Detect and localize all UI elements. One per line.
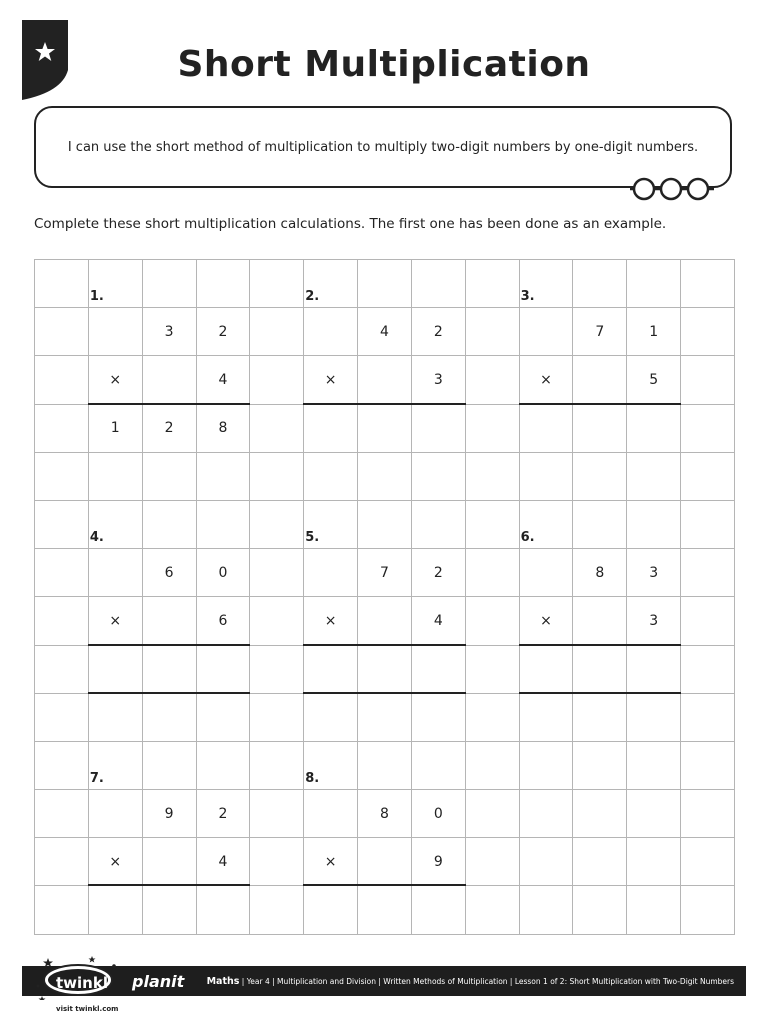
ones-digit: 2 [197, 790, 251, 838]
grid-cell [35, 646, 89, 694]
problem-label: 8. [304, 742, 358, 790]
grid-cell [466, 356, 520, 404]
grid-cell [89, 308, 143, 356]
page-title: Short Multiplication [177, 44, 591, 85]
planit-label: planit [132, 972, 185, 991]
grid-cell [197, 694, 251, 742]
answer-cell[interactable] [573, 405, 627, 453]
grid-cell [304, 453, 358, 501]
grid-cell [412, 742, 466, 790]
grid-cell [358, 694, 412, 742]
objective-box [34, 106, 732, 188]
tens-digit: 3 [143, 308, 197, 356]
grid-cell [627, 694, 681, 742]
blank-cell [358, 838, 412, 886]
grid-cell [681, 549, 735, 597]
grid-cell [627, 790, 681, 838]
answer-cell[interactable] [89, 646, 143, 694]
grid-cell [681, 838, 735, 886]
footer-subject: Maths [206, 976, 240, 987]
grid-cell [412, 694, 466, 742]
answer-cell[interactable] [143, 886, 197, 934]
grid-cell [466, 453, 520, 501]
grid-cell [89, 790, 143, 838]
grid-cell [466, 742, 520, 790]
footer-lesson-info: | Year 4 | Multiplication and Division | Written Methods of Multiplication | Lesson 1 of 2: Short Multiplication with Two-Digit Numbers [239, 977, 734, 986]
problem-label: 7. [89, 742, 143, 790]
grid-cell [89, 453, 143, 501]
grid-cell [304, 790, 358, 838]
ones-digit: 0 [412, 790, 466, 838]
tens-digit: 6 [143, 549, 197, 597]
grid-cell [681, 260, 735, 308]
answer-cell[interactable] [412, 646, 466, 694]
grid-cell [250, 694, 304, 742]
grid-cell [35, 597, 89, 645]
footer [22, 944, 746, 1016]
times-sign: × [89, 838, 143, 886]
brand-name: twinkl [56, 974, 108, 992]
answer-cell[interactable] [573, 646, 627, 694]
blank-cell [143, 838, 197, 886]
grid-cell [573, 453, 627, 501]
answer-cell[interactable] [520, 646, 574, 694]
multiplier-digit: 3 [627, 597, 681, 645]
grid-cell [89, 549, 143, 597]
grid-cell [250, 260, 304, 308]
grid-cell [681, 405, 735, 453]
grid-cell [466, 405, 520, 453]
footer-details [207, 976, 734, 987]
grid-cell [250, 453, 304, 501]
tens-digit: 7 [358, 549, 412, 597]
problem-label: 2. [304, 260, 358, 308]
answer-cell[interactable]: 1 [89, 405, 143, 453]
grid-cell [520, 549, 574, 597]
times-sign: × [304, 838, 358, 886]
answer-cell[interactable] [304, 886, 358, 934]
grid-cell [573, 260, 627, 308]
multiplier-digit: 3 [412, 356, 466, 404]
multiplier-digit: 4 [197, 356, 251, 404]
multiplier-digit: 6 [197, 597, 251, 645]
tens-digit: 8 [358, 790, 412, 838]
ones-digit: 0 [197, 549, 251, 597]
grid-cell [681, 308, 735, 356]
grid-cell [466, 260, 520, 308]
answer-cell[interactable] [412, 886, 466, 934]
blank-cell [143, 597, 197, 645]
multiplier-digit: 4 [197, 838, 251, 886]
grid-cell [627, 838, 681, 886]
grid-cell [412, 453, 466, 501]
grid-cell [143, 260, 197, 308]
grid-cell [250, 501, 304, 549]
grid-cell [573, 742, 627, 790]
answer-cell[interactable] [627, 405, 681, 453]
grid-cell [358, 260, 412, 308]
grid-cell [573, 886, 627, 934]
answer-cell[interactable]: 8 [197, 405, 251, 453]
grid-cell [466, 886, 520, 934]
grid-cell [35, 694, 89, 742]
problem-label: 5. [304, 501, 358, 549]
grid-cell [520, 308, 574, 356]
grid-cell [466, 308, 520, 356]
tens-digit: 9 [143, 790, 197, 838]
grid-cell [681, 646, 735, 694]
grid-cell [358, 453, 412, 501]
grid-cell [250, 549, 304, 597]
answer-cell[interactable] [304, 405, 358, 453]
multiplier-digit: 4 [412, 597, 466, 645]
grid-cell [35, 405, 89, 453]
answer-cell[interactable] [627, 646, 681, 694]
ones-digit: 2 [197, 308, 251, 356]
grid-cell [197, 742, 251, 790]
ones-digit: 1 [627, 308, 681, 356]
objective-text: I can use the short method of multiplication to multiply two-digit numbers by one-digit numbers. [67, 139, 699, 155]
grid-cell [35, 501, 89, 549]
grid-cell [304, 549, 358, 597]
tens-digit: 4 [358, 308, 412, 356]
beads-decoration [630, 176, 714, 202]
grid-cell [466, 694, 520, 742]
grid-cell [520, 838, 574, 886]
grid-cell [35, 260, 89, 308]
grid-cell [250, 308, 304, 356]
grid-cell [627, 742, 681, 790]
ones-digit: 2 [412, 308, 466, 356]
grid-cell [250, 742, 304, 790]
grid-cell [250, 790, 304, 838]
grid-cell [520, 886, 574, 934]
times-sign: × [89, 597, 143, 645]
grid-cell [35, 356, 89, 404]
grid-cell [466, 790, 520, 838]
grid-cell [681, 694, 735, 742]
grid-cell [627, 886, 681, 934]
answer-grid [34, 259, 735, 935]
ones-digit: 3 [627, 549, 681, 597]
grid-cell [681, 742, 735, 790]
grid-cell [412, 260, 466, 308]
grid-cell [627, 260, 681, 308]
blank-cell [143, 356, 197, 404]
grid-cell [250, 886, 304, 934]
times-sign: × [520, 597, 574, 645]
grid-cell [681, 501, 735, 549]
grid-cell [627, 453, 681, 501]
grid-cell [573, 694, 627, 742]
problem-label: 3. [520, 260, 574, 308]
grid-cell [197, 453, 251, 501]
grid-cell [304, 694, 358, 742]
grid-cell [35, 790, 89, 838]
problem-label: 4. [89, 501, 143, 549]
grid-cell [358, 742, 412, 790]
answer-cell[interactable]: 2 [143, 405, 197, 453]
grid-cell [681, 597, 735, 645]
grid-cell [143, 501, 197, 549]
tens-digit: 7 [573, 308, 627, 356]
grid-cell [250, 356, 304, 404]
grid-cell [143, 694, 197, 742]
grid-cell [466, 501, 520, 549]
grid-cell [466, 838, 520, 886]
answer-cell[interactable] [89, 886, 143, 934]
grid-cell [466, 646, 520, 694]
grid-cell [250, 405, 304, 453]
grid-cell [412, 501, 466, 549]
grid-cell [520, 790, 574, 838]
grid-cell [143, 453, 197, 501]
grid-cell [681, 790, 735, 838]
grid-cell [35, 838, 89, 886]
answer-cell[interactable] [304, 646, 358, 694]
answer-cell[interactable] [143, 646, 197, 694]
grid-cell [573, 501, 627, 549]
grid-cell [304, 308, 358, 356]
blank-cell [358, 597, 412, 645]
answer-cell[interactable] [358, 886, 412, 934]
grid-cell [681, 453, 735, 501]
multiplier-digit: 5 [627, 356, 681, 404]
blank-cell [573, 597, 627, 645]
grid-cell [627, 501, 681, 549]
grid-cell [573, 838, 627, 886]
grid-cell [250, 838, 304, 886]
answer-cell[interactable] [358, 405, 412, 453]
ones-digit: 2 [412, 549, 466, 597]
answer-cell[interactable] [197, 886, 251, 934]
grid-cell [143, 742, 197, 790]
grid-cell [681, 886, 735, 934]
answer-cell[interactable] [358, 646, 412, 694]
instruction-text: Complete these short multiplication calculations. The first one has been done as an example. [34, 216, 667, 232]
grid-cell [358, 501, 412, 549]
grid-cell [35, 308, 89, 356]
grid-cell [89, 694, 143, 742]
grid-cell [35, 453, 89, 501]
answer-cell[interactable] [412, 405, 466, 453]
times-sign: × [89, 356, 143, 404]
grid-cell [197, 501, 251, 549]
grid-cell [35, 886, 89, 934]
problem-label: 1. [89, 260, 143, 308]
grid-cell [466, 549, 520, 597]
grid-cell [197, 260, 251, 308]
grid-cell [35, 742, 89, 790]
answer-cell[interactable] [197, 646, 251, 694]
grid-cell [520, 694, 574, 742]
grid-cell [520, 742, 574, 790]
answer-cell[interactable] [520, 405, 574, 453]
problem-label: 6. [520, 501, 574, 549]
blank-cell [358, 356, 412, 404]
grid-cell [35, 549, 89, 597]
visit-link[interactable]: visit twinkl.com [56, 1005, 119, 1013]
blank-cell [573, 356, 627, 404]
grid-cell [250, 597, 304, 645]
multiplier-digit: 9 [412, 838, 466, 886]
grid-cell [466, 597, 520, 645]
grid-cell [520, 453, 574, 501]
times-sign: × [304, 356, 358, 404]
grid-cell [681, 356, 735, 404]
tens-digit: 8 [573, 549, 627, 597]
times-sign: × [304, 597, 358, 645]
grid-cell [250, 646, 304, 694]
grid-cell [573, 790, 627, 838]
times-sign: × [520, 356, 574, 404]
